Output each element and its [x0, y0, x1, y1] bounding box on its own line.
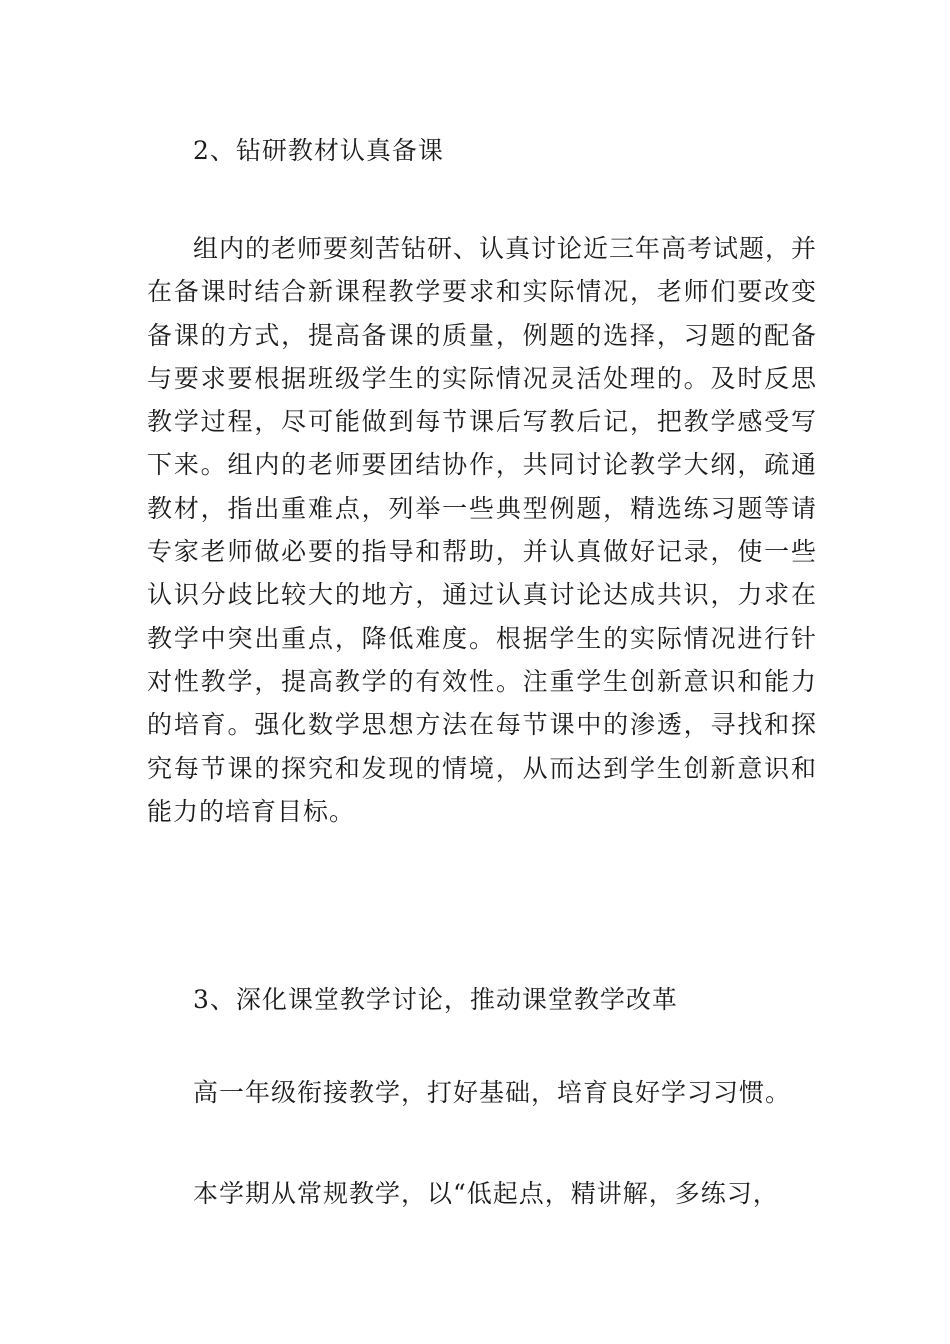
body-paragraph-3: 本学期从常规教学，以“低起点，精讲解，多练习， [193, 1179, 779, 1208]
section-heading-3: 3、深化课堂教学讨论，推动课堂教学改革 [193, 985, 678, 1014]
body-paragraph-2: 高一年级衔接教学，打好基础，培育良好学习习惯。 [193, 1078, 792, 1107]
body-paragraph-1: 组内的老师要刻苦钻研、认真讨论近三年高考试题，并在备课时结合新课程教学要求和实际情况，老师们要改变备课的方式，提高备课的质量，例题的选择，习题的配备与要求要根据班级学生的实际情况灵活处理的。及时反思教学过程，尽可能做到每节课后写教后记，把教学感受写下来。组内的老师要团结协作，共同讨论教学大纲，疏通教材，指出重难点，列举一些典型例题，精选练习题等请专家老师做必要的指导和帮助，并认真做好记录，使一些认识分歧比较大的地方，通过认真讨论达成共识，力求在教学中突出重点，降低难度。根据学生的实际情况进行针对性教学，提高教学的有效性。注重学生创新意识和能力的培育。强化数学思想方法在每节课中的渗透，寻找和探究每节课的探究和发现的情境，从而达到学生创新意识和能力的培育目标。 [147, 234, 818, 826]
section-heading-2: 2、钻研教材认真备课 [193, 136, 444, 165]
